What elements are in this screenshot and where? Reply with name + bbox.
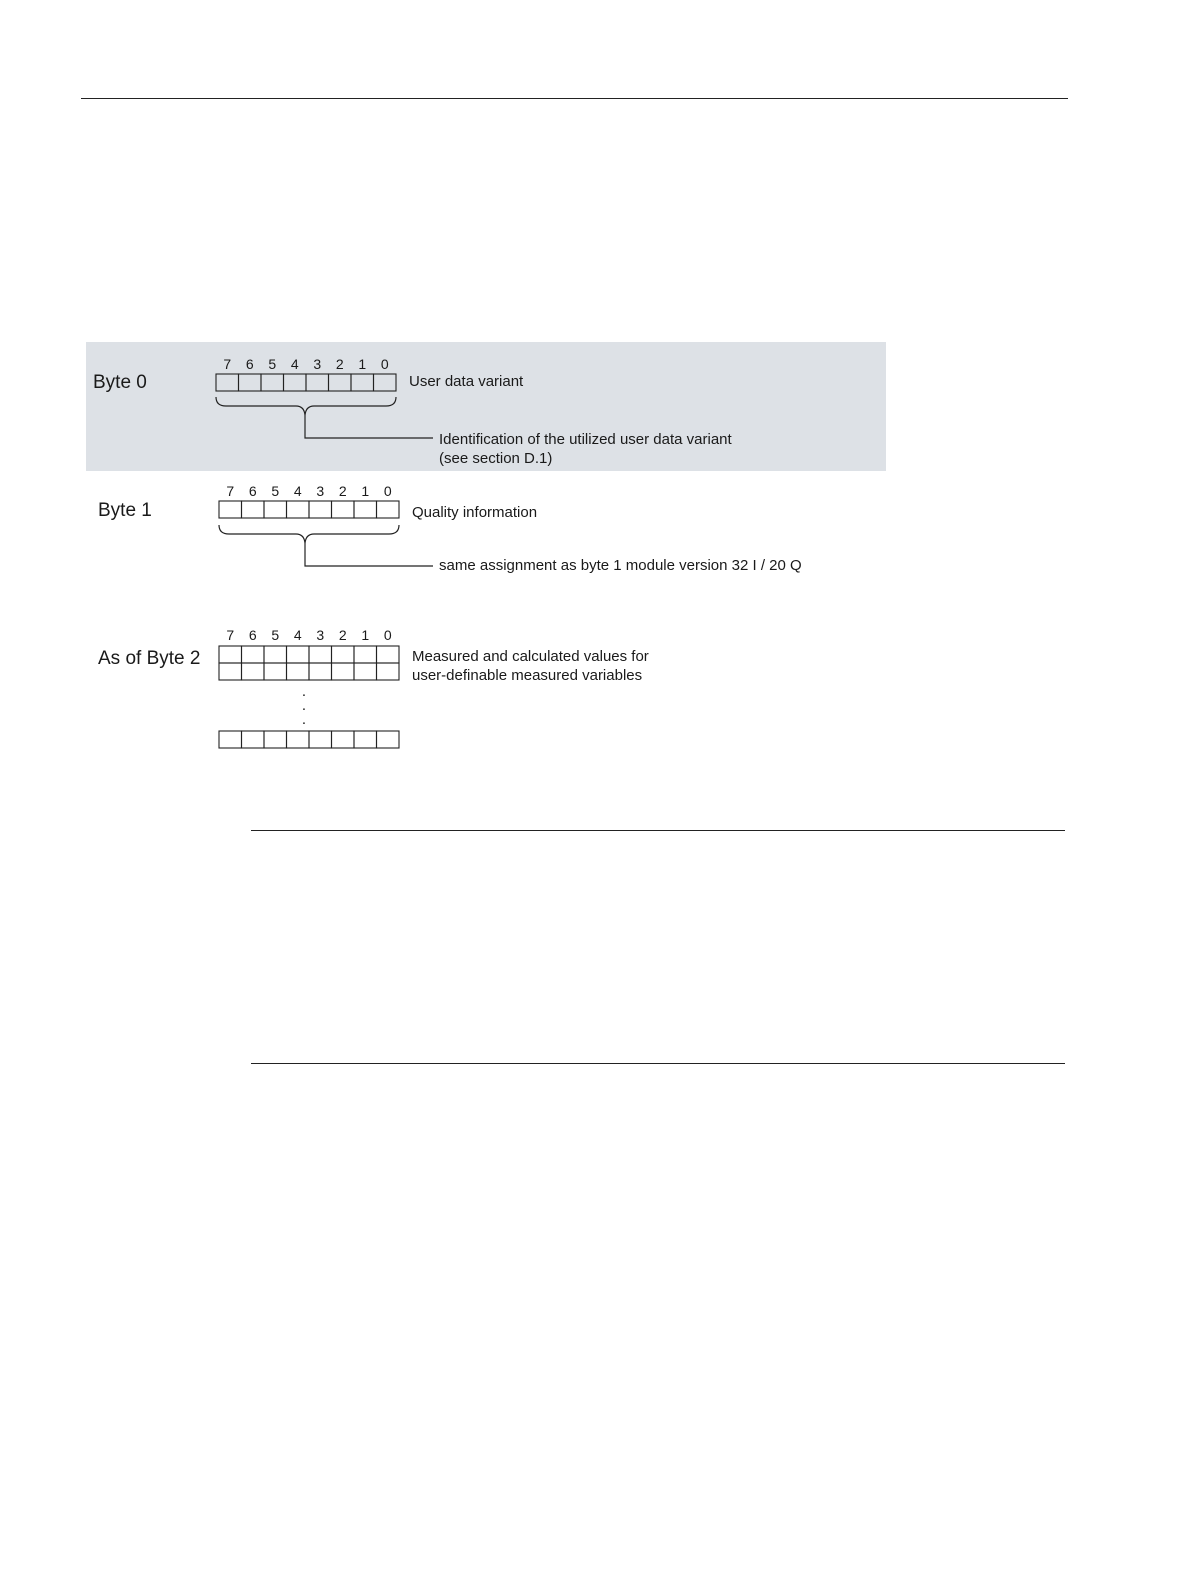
bit-number-4: 4: [293, 627, 302, 643]
bit-cell-4: [287, 731, 310, 748]
bit-cell-6: [242, 501, 265, 518]
byte-0-brace: [216, 397, 396, 415]
bit-number-4: 4: [290, 356, 299, 372]
bit-number-3: 3: [316, 483, 325, 499]
bit-cell-5: [261, 374, 284, 391]
byte-0-label: Byte 0: [93, 372, 147, 393]
bit-number-5: 5: [271, 627, 280, 643]
bit-number-0: 0: [383, 627, 392, 643]
bit-number-6: 6: [248, 627, 257, 643]
byte-0-bit-cells: [216, 374, 396, 391]
bit-cell-4: [287, 663, 310, 680]
byte-1-group: [98, 483, 802, 574]
byte-1-bit-numbers: [226, 483, 392, 499]
bit-number-5: 5: [268, 356, 277, 372]
byte-1-note-line-1: same assignment as byte 1 module version 32 I / 20 Q: [439, 557, 802, 574]
bit-cell-7: [219, 663, 242, 680]
bit-cell-1: [351, 374, 374, 391]
byte-0-note-line-1: Identification of the utilized user data variant: [439, 431, 732, 448]
bit-cell-1: [354, 731, 377, 748]
bit-number-0: 0: [383, 483, 392, 499]
bit-cell-4: [287, 501, 310, 518]
bit-cell-3: [309, 663, 332, 680]
bit-number-0: 0: [380, 356, 389, 372]
bit-number-7: 7: [226, 627, 235, 643]
bit-number-2: 2: [338, 627, 347, 643]
bit-cell-2: [332, 501, 355, 518]
bit-cell-6: [242, 646, 265, 663]
bit-cell-5: [264, 646, 287, 663]
bit-cell-4: [284, 374, 307, 391]
byte-1-description: Quality information: [412, 504, 538, 521]
bit-number-3: 3: [316, 627, 325, 643]
bit-cell-0: [377, 501, 400, 518]
bit-number-1: 1: [361, 483, 370, 499]
byte-n-bit-cells: [219, 731, 399, 748]
byte-1-bit-cells: [219, 501, 399, 518]
byte-0-bit-numbers: [223, 356, 389, 372]
byte-1-leader: [305, 543, 433, 566]
bit-cell-0: [377, 646, 400, 663]
bit-number-1: 1: [361, 627, 370, 643]
bit-number-1: 1: [358, 356, 367, 372]
bit-cell-2: [332, 731, 355, 748]
bit-cell-2: [332, 646, 355, 663]
bit-number-7: 7: [223, 356, 232, 372]
bit-cell-0: [377, 663, 400, 680]
byte-2-bit-cells-row-1: [219, 646, 399, 663]
bit-cell-3: [309, 646, 332, 663]
continuation-dot-2: .: [301, 697, 307, 714]
continuation-dot-1: .: [301, 683, 307, 700]
byte-1-label: Byte 1: [98, 500, 152, 521]
byte-2-label: As of Byte 2: [98, 648, 201, 669]
bit-cell-1: [354, 663, 377, 680]
byte-2-description-line-1: Measured and calculated values for: [412, 648, 649, 665]
bit-number-6: 6: [245, 356, 254, 372]
byte-2-group: [98, 627, 649, 748]
bit-cell-3: [309, 501, 332, 518]
bit-cell-6: [242, 731, 265, 748]
bit-cell-5: [264, 501, 287, 518]
bit-cell-1: [354, 646, 377, 663]
bit-cell-3: [309, 731, 332, 748]
bit-cell-0: [374, 374, 397, 391]
bit-cell-1: [354, 501, 377, 518]
bit-cell-6: [242, 663, 265, 680]
bit-cell-5: [264, 663, 287, 680]
bit-number-2: 2: [335, 356, 344, 372]
bit-cell-4: [287, 646, 310, 663]
bit-cell-5: [264, 731, 287, 748]
byte-0-group: [93, 356, 733, 467]
bit-number-6: 6: [248, 483, 257, 499]
bit-cell-3: [306, 374, 329, 391]
byte-0-description: User data variant: [409, 373, 524, 390]
bit-cell-7: [219, 731, 242, 748]
byte-1-brace: [219, 525, 399, 543]
bit-cell-7: [219, 501, 242, 518]
byte-2-bit-numbers: [226, 627, 392, 643]
byte-2-bit-cells-row-2: [219, 663, 399, 680]
bit-number-4: 4: [293, 483, 302, 499]
bit-cell-7: [219, 646, 242, 663]
section-rule-2: [251, 1063, 1065, 1064]
bit-number-3: 3: [313, 356, 322, 372]
bit-number-5: 5: [271, 483, 280, 499]
bit-cell-0: [377, 731, 400, 748]
bit-cell-2: [329, 374, 352, 391]
bit-number-7: 7: [226, 483, 235, 499]
continuation-dot-3: .: [301, 711, 307, 728]
section-rule-1: [251, 830, 1065, 831]
bit-cell-6: [239, 374, 262, 391]
bit-cell-2: [332, 663, 355, 680]
byte-2-description-line-2: user-definable measured variables: [412, 667, 643, 684]
bit-number-2: 2: [338, 483, 347, 499]
byte-0-note-line-2: (see section D.1): [439, 450, 553, 467]
byte-0-leader: [305, 415, 433, 438]
bit-cell-7: [216, 374, 239, 391]
